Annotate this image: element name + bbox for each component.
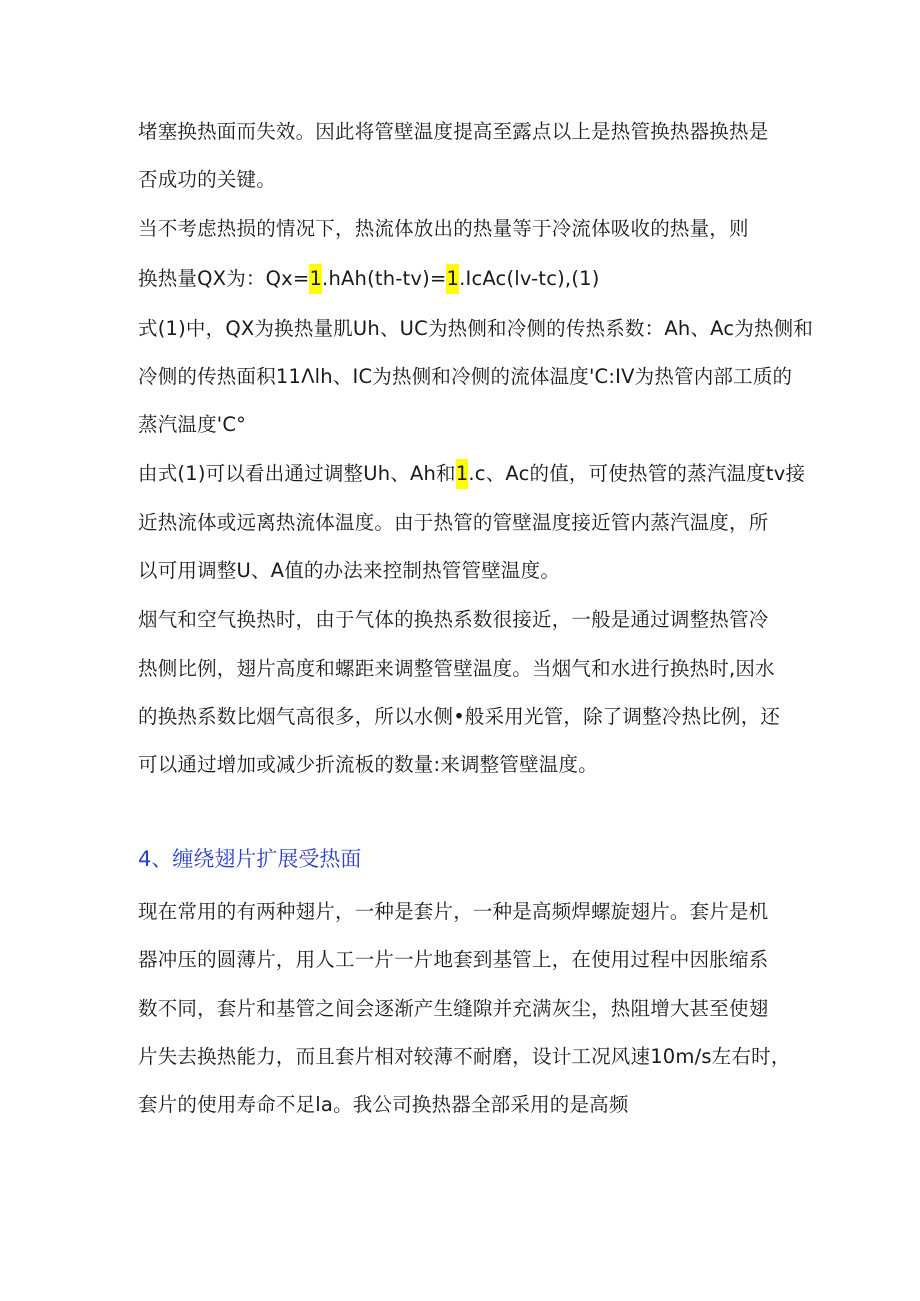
paragraph-5-line-2: 热侧比例，翅片高度和螺距来调整管壁温度。当烟气和水进行换热时,因水 [138, 657, 775, 680]
paragraph-6-line-2: 器冲压的圆薄片，用人工一片一片地套到基管上，在使用过程中因胀缩系 [138, 948, 769, 971]
highlight-mark: 1 [446, 264, 459, 294]
paragraph-6-line-4: 片失去换热能力，而且套片相对较薄不耐磨，设计工况风速10m/s左右时， [138, 1045, 791, 1068]
paragraph-5-line-4: 可以通过增加或减少折流板的数量:来调整管壁温度。 [138, 753, 598, 776]
paragraph-1-line-1: 堵塞换热面而失效。因此将管壁温度提高至露点以上是热管换热器换热是 [138, 120, 769, 143]
formula-line [138, 264, 600, 294]
paragraph-6-line-3: 数不同，套片和基管之间会逐渐产生缝隙并充满灰尘，热阻增大甚至使翅 [138, 997, 769, 1020]
paragraph-4-line-3: 以可用调整U、A值的办法来控制热管管壁温度。 [138, 559, 561, 582]
section-heading: 4、缠绕翅片扩展受热面 [138, 847, 362, 871]
paragraph-6-line-5: 套片的使用寿命不足la。我公司换热器全部采用的是高频 [138, 1093, 629, 1116]
paragraph-4-line-2: 近热流体或远离热流体温度。由于热管的管壁温度接近管内蒸汽温度，所 [138, 511, 769, 534]
formula-prefix: 换热量QX为：Qx= [138, 267, 310, 290]
paragraph-4-text-a: 由式(1)可以看出通过调整Uh、Ah和 [138, 462, 456, 485]
formula-cold-side: .IcAc(lv-tc),(1) [459, 267, 600, 290]
highlight-mark: 1 [456, 459, 469, 489]
highlight-mark: 1 [309, 264, 322, 294]
paragraph-3-line-3: 蒸汽温度'C° [138, 413, 247, 436]
paragraph-4-line-1 [138, 459, 805, 489]
paragraph-4-text-b: .c、Ac的值，可使热管的蒸汽温度tv接 [468, 462, 806, 485]
paragraph-5-line-1: 烟气和空气换热时，由于气体的换热系数很接近，一般是通过调整热管冷 [138, 608, 769, 631]
formula-hot-side: .hAh(th-tv)= [322, 267, 447, 290]
paragraph-3-line-2: 冷侧的传热面积11Λlh、IC为热侧和冷侧的流体温度'C:IV为热管内部工质的 [138, 365, 793, 388]
paragraph-5-line-3: 的换热系数比烟气高很多，所以水侧•般采用光管，除了调整冷热比例，还 [138, 705, 781, 728]
paragraph-6-line-1: 现在常用的有两种翅片，一种是套片，一种是高频焊螺旋翅片。套片是机 [138, 900, 769, 923]
paragraph-3-line-1: 式(1)中，QX为换热量肌Uh、UC为热侧和冷侧的传热系数：Ah、Ac为热侧和 [138, 317, 814, 340]
paragraph-2-line-1: 当不考虑热损的情况下，热流体放出的热量等于冷流体吸收的热量，则 [138, 217, 749, 240]
paragraph-1-line-2: 否成功的关键。 [138, 168, 276, 191]
